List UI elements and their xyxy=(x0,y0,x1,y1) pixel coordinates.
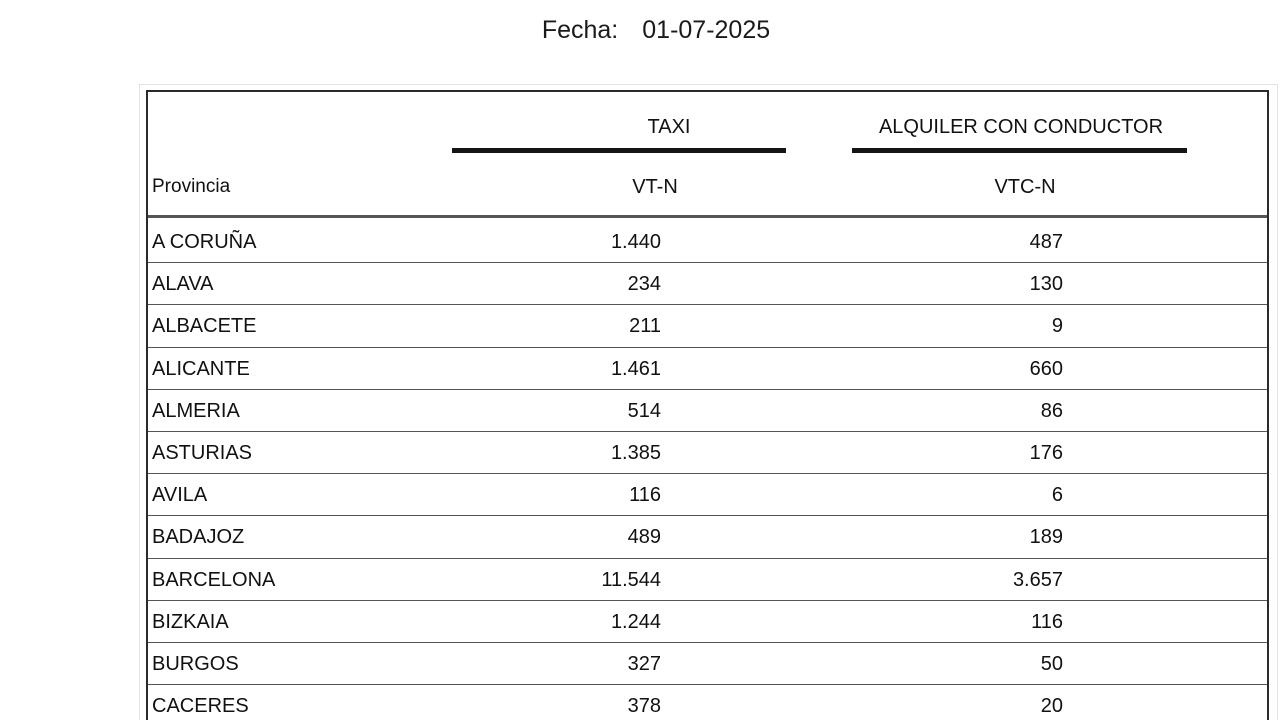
cell-taxi: 116 xyxy=(629,484,661,507)
table-row xyxy=(148,559,1267,601)
cell-provincia: A CORUÑA xyxy=(152,231,257,253)
table-row xyxy=(148,685,1267,720)
cell-provincia: BIZKAIA xyxy=(152,610,229,633)
date-line xyxy=(0,16,1280,45)
cell-taxi: 234 xyxy=(627,273,661,296)
cell-provincia: BADAJOZ xyxy=(152,526,245,549)
group-header-vtc: ALQUILER CON CONDUCTOR xyxy=(878,116,1164,138)
cell-vtc: 176 xyxy=(1029,441,1063,464)
table-body xyxy=(148,221,1267,720)
cell-provincia: AVILA xyxy=(152,484,208,507)
date-label: Fecha: xyxy=(541,16,619,44)
cell-provincia: BURGOS xyxy=(152,652,239,675)
cell-vtc: 130 xyxy=(1029,273,1063,296)
cell-vtc: 116 xyxy=(1031,610,1063,633)
table-row xyxy=(148,348,1267,390)
column-header-provincia: Provincia xyxy=(152,176,231,197)
cell-vtc: 189 xyxy=(1029,526,1063,549)
licenses-table xyxy=(146,90,1269,720)
cell-vtc: 660 xyxy=(1029,357,1063,380)
cell-vtc: 9 xyxy=(1051,315,1063,338)
cell-vtc: 50 xyxy=(1040,652,1063,675)
table-row xyxy=(148,474,1267,516)
table-row xyxy=(148,390,1267,432)
cell-provincia: ASTURIAS xyxy=(152,441,253,464)
cell-provincia: ALBACETE xyxy=(152,315,257,338)
cell-provincia: CACERES xyxy=(152,695,249,718)
group-header-taxi: TAXI xyxy=(647,116,691,138)
table-row xyxy=(148,221,1267,263)
cell-taxi: 1.385 xyxy=(610,441,661,464)
cell-taxi: 11.544 xyxy=(601,568,661,591)
cell-provincia: ALICANTE xyxy=(152,357,250,380)
group-rule-taxi xyxy=(452,148,786,153)
cell-vtc: 86 xyxy=(1040,399,1063,422)
cell-taxi: 1.440 xyxy=(610,231,661,253)
cell-taxi: 489 xyxy=(627,526,661,549)
cell-provincia: ALMERIA xyxy=(152,399,240,422)
cell-taxi: 211 xyxy=(629,315,661,338)
date-value: 01-07-2025 xyxy=(642,16,771,44)
cell-vtc: 487 xyxy=(1029,231,1063,253)
table-header xyxy=(148,92,1267,218)
column-header-vtc-n: VTC-N xyxy=(994,176,1056,198)
cell-taxi: 514 xyxy=(627,399,661,422)
table-row xyxy=(148,432,1267,474)
group-rule-vtc xyxy=(852,148,1187,153)
table-row xyxy=(148,601,1267,643)
table-row xyxy=(148,263,1267,305)
column-header-vt-n: VT-N xyxy=(632,176,678,198)
cell-provincia: BARCELONA xyxy=(152,568,276,591)
table-row xyxy=(148,305,1267,347)
table-row xyxy=(148,516,1267,558)
cell-taxi: 378 xyxy=(627,695,661,718)
cell-taxi: 1.461 xyxy=(610,357,661,380)
cell-provincia: ALAVA xyxy=(152,273,214,296)
cell-taxi: 327 xyxy=(627,652,661,675)
cell-taxi: 1.244 xyxy=(610,610,661,633)
cell-vtc: 3.657 xyxy=(1012,568,1063,591)
table-row xyxy=(148,643,1267,685)
cell-vtc: 20 xyxy=(1040,695,1063,718)
cell-vtc: 6 xyxy=(1051,484,1063,507)
